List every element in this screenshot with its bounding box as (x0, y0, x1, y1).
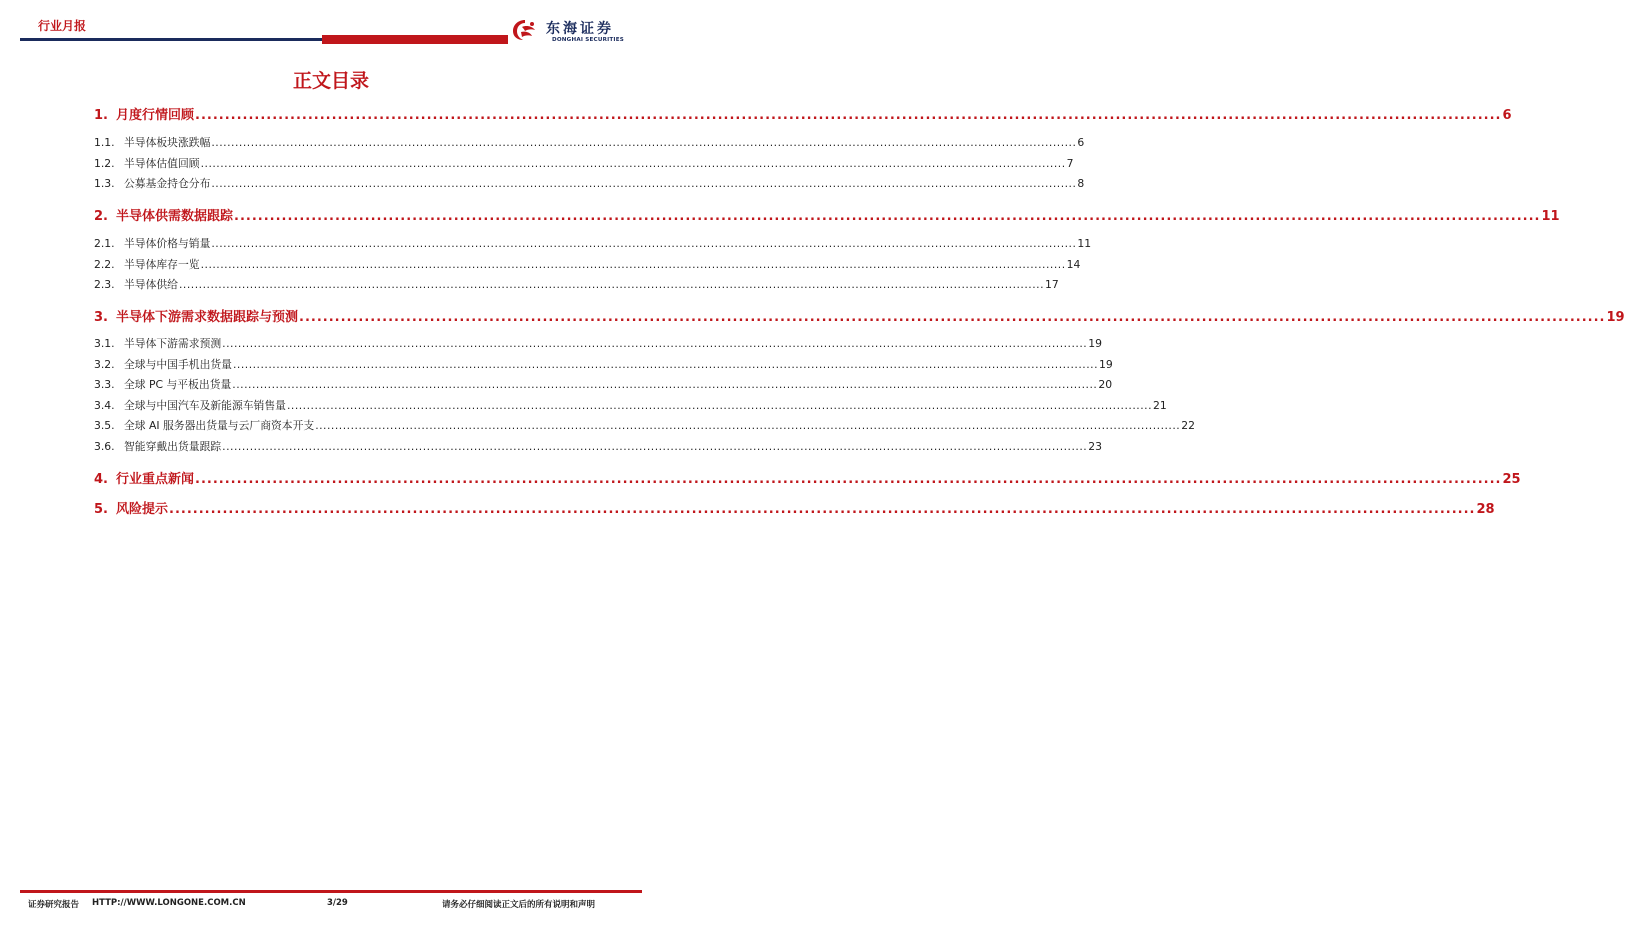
toc-subsection-entry[interactable] (94, 236, 1092, 251)
toc-entry-number: 3.3. (94, 378, 115, 391)
toc-dot-leader: ............................................................................................................................................................................................................................ (222, 337, 1088, 350)
footer-disclaimer: 请务必仔细阅读正文后的所有说明和声明 (442, 900, 596, 910)
toc-section-entry[interactable] (94, 104, 1512, 123)
toc-subsection-entry[interactable] (94, 176, 1085, 191)
toc-entry-label: 半导体价格与销量 (124, 237, 211, 250)
footer-rule (20, 890, 642, 893)
toc-subsection-entry[interactable] (94, 418, 1195, 433)
toc-dot-leader: ............................................................................................................................................................................................................................ (178, 278, 1045, 291)
toc-subsection-entry[interactable] (94, 377, 1113, 392)
toc-subsection-entry[interactable] (94, 156, 1074, 171)
toc-subsection-entry[interactable] (94, 357, 1113, 372)
toc-subsection-entry[interactable] (94, 336, 1102, 351)
toc-entry-label: 公募基金持仓分布 (124, 177, 211, 190)
toc-entry-page: 28 (1476, 502, 1495, 517)
toc-subsection-entry[interactable] (94, 439, 1102, 454)
toc-subsection-entry[interactable] (94, 398, 1167, 413)
toc-entry-page: 11 (1541, 209, 1560, 224)
toc-section-entry[interactable] (94, 205, 1560, 224)
logo-emblem-icon (510, 18, 540, 42)
toc-entry-label: 半导体下游需求预测 (124, 337, 222, 350)
toc-entry-label: 半导体供需数据跟踪 (116, 209, 234, 224)
toc-dot-leader: ............................................................................................................................................................................................................................ (200, 157, 1066, 170)
toc-subsection-entry[interactable] (94, 135, 1085, 150)
toc-entry-label: 全球 PC 与平板出货量 (124, 378, 232, 391)
toc-dot-leader: ............................................................................................................................................................................................................................ (232, 358, 1099, 371)
toc-entry-label: 全球与中国汽车及新能源车销售量 (124, 399, 286, 412)
toc-entry-page: 23 (1088, 440, 1102, 453)
toc-entry-label: 全球 AI 服务器出货量与云厂商资本开支 (124, 419, 315, 432)
toc-entry-number: 3.5. (94, 419, 115, 432)
toc-dot-leader: ............................................................................................................................................................................................................................ (195, 472, 1502, 487)
toc-dot-leader: ............................................................................................................................................................................................................................ (286, 399, 1152, 412)
toc-entry-number: 5. (94, 502, 108, 517)
footer-url-link[interactable]: HTTP://WWW.LONGONE.COM.CN (92, 898, 246, 908)
toc-entry-label: 风险提示 (116, 502, 169, 517)
toc-entry-number: 3.2. (94, 358, 115, 371)
toc-entry-label: 智能穿戴出货量跟踪 (124, 440, 222, 453)
toc-entry-page: 17 (1045, 278, 1059, 291)
report-category: 行业月报 (38, 19, 87, 33)
toc-entry-page: 21 (1153, 399, 1167, 412)
page-title: 正文目录 (292, 70, 369, 92)
toc-entry-number: 1. (94, 108, 108, 123)
toc-entry-page: 25 (1502, 472, 1521, 487)
toc-entry-page: 7 (1066, 157, 1074, 170)
toc-entry-number: 1.2. (94, 157, 115, 170)
toc-entry-page: 14 (1066, 258, 1081, 271)
toc-entry-number: 3.6. (94, 440, 115, 453)
toc-entry-page: 11 (1077, 237, 1092, 250)
toc-dot-leader: ............................................................................................................................................................................................................................ (232, 378, 1098, 391)
toc-entry-label: 半导体估值回顾 (124, 157, 200, 170)
toc-entry-label: 半导体供给 (124, 278, 178, 291)
toc-entry-label: 半导体库存一览 (124, 258, 200, 271)
toc-entry-page: 19 (1088, 337, 1102, 350)
toc-entry-label: 半导体下游需求数据跟踪与预测 (116, 310, 299, 325)
toc-subsection-entry[interactable] (94, 257, 1081, 272)
toc-section-entry[interactable] (94, 468, 1521, 487)
toc-entry-number: 3.1. (94, 337, 115, 350)
toc-entry-number: 1.1. (94, 136, 115, 149)
toc-dot-leader: ............................................................................................................................................................................................................................ (222, 440, 1088, 453)
logo-chinese-name: 东海证券 (546, 21, 614, 37)
footer-report-type: 证券研究报告 (28, 900, 80, 910)
toc-entry-page: 22 (1181, 419, 1195, 432)
toc-entry-label: 全球与中国手机出货量 (124, 358, 232, 371)
toc-dot-leader: ............................................................................................................................................................................................................................ (234, 209, 1541, 224)
toc-dot-leader: ............................................................................................................................................................................................................................ (315, 419, 1181, 432)
toc-entry-label: 半导体板块涨跌幅 (124, 136, 211, 149)
toc-entry-number: 1.3. (94, 177, 115, 190)
toc-entry-number: 4. (94, 472, 108, 487)
toc-entry-number: 2.2. (94, 258, 115, 271)
toc-entry-page: 19 (1606, 310, 1625, 325)
company-logo (508, 14, 642, 44)
footer-page-number: 3/29 (327, 898, 348, 908)
toc-entry-label: 月度行情回顾 (116, 108, 195, 123)
logo-english-name: DONGHAI SECURITIES (552, 37, 624, 43)
toc-entry-number: 2.3. (94, 278, 115, 291)
toc-entry-number: 3. (94, 310, 108, 325)
toc-entry-number: 2. (94, 209, 108, 224)
toc-entry-page: 19 (1099, 358, 1113, 371)
toc-entry-page: 6 (1077, 136, 1085, 149)
toc-dot-leader: ............................................................................................................................................................................................................................ (211, 177, 1077, 190)
toc-entry-page: 8 (1077, 177, 1085, 190)
toc-section-entry[interactable] (94, 306, 1625, 325)
toc-dot-leader: ............................................................................................................................................................................................................................ (169, 502, 1476, 517)
toc-entry-page: 6 (1502, 108, 1512, 123)
toc-dot-leader: ............................................................................................................................................................................................................................ (299, 310, 1606, 325)
toc-entry-label: 行业重点新闻 (116, 472, 195, 487)
toc-entry-number: 3.4. (94, 399, 115, 412)
header-rule (20, 38, 322, 41)
toc-dot-leader: ............................................................................................................................................................................................................................ (200, 258, 1066, 271)
toc-entry-number: 2.1. (94, 237, 115, 250)
toc-entry-page: 20 (1098, 378, 1113, 391)
toc-dot-leader: ............................................................................................................................................................................................................................ (211, 237, 1077, 250)
toc-section-entry[interactable] (94, 498, 1495, 517)
toc-subsection-entry[interactable] (94, 277, 1059, 292)
toc-dot-leader: ............................................................................................................................................................................................................................ (211, 136, 1077, 149)
toc-dot-leader: ............................................................................................................................................................................................................................ (195, 108, 1502, 123)
